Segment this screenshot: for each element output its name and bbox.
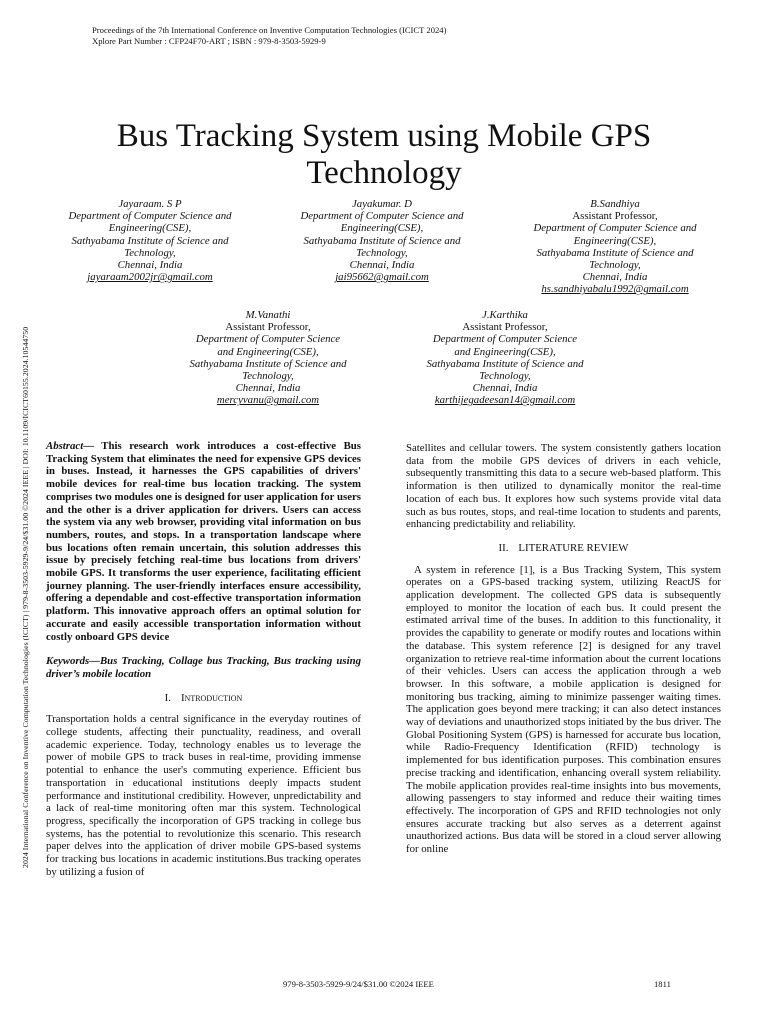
abstract-text: This research work introduces a cost-effective Bus Tracking System that eliminates the need for expensive GPS devices in buses. Instead, it harnesses the GPS capabilities of drivers' mobile devices for real-time bus location tracking. The system comprises two modules one is designed for user application for users and the other is a driver application for drivers. Users can access the system via any web browser, providing vital information on bus numbers, routes, and stops. In a transportation landscape where bus locations often remain uncertain, this solution addresses this issue by precisely fetching real-time bus locations from drivers' mobile GPS. It transforms the user experience, facilitating efficient journey planning. The user-friendly interfaces ensure accessibility, offering a dependable and cost-effective transportation information platform. This innovative approach offers an optimal solution for accurate and easily accessible transportation information without costly onboard GPS device: [46, 440, 361, 643]
keywords: Keywords—Bus Tracking, Collage bus Tracking, Bus tracking using driver’s mobile location: [46, 655, 361, 680]
author-affiliation-line: and Engineering(CSE),: [217, 345, 319, 358]
author-affiliation-line: Chennai, India: [472, 382, 538, 395]
paper-title: Bus Tracking System using Mobile GPS Technology: [116, 118, 652, 191]
author-block: [170, 309, 366, 407]
author-affiliation-line: Sathyabama Institute of Science and: [71, 234, 229, 247]
author-name: B.Sandhiya: [590, 198, 640, 210]
author-email-link[interactable]: mercyvanu@gmail.com: [216, 394, 320, 407]
abstract: [46, 440, 361, 643]
section-title: Introduction: [180, 691, 243, 704]
section-heading-literature-review: [406, 542, 721, 555]
conference-header: [92, 25, 446, 47]
introduction-paragraph: Transportation holds a central significance in the everyday routines of college students, affecting their punctuality, readiness, and overall academic experience. Today, technology enables us to leverage the power of mobile GPS to track buses in real-time, providing immense potential to enhance the user's commuting experience. Efficient bus transportation in educational institutions deeply impacts student performance and institutional credibility. However, unpredictability and a lack of real-time monitoring often mar this system. Technological progress, specifically the incorporation of GPS tracking in college bus systems, has the potential to revolutionize this scenario. This research paper delves into the application of driver mobile GPS-based systems for tracking bus locations in academic institutions.Bus tracking operates by utilizing a fusion of: [46, 713, 361, 878]
author-affiliation-line: Department of Computer Science and: [300, 210, 464, 223]
author-affiliation-line: Technology,: [124, 246, 176, 259]
conference-header-line1: Proceedings of the 7th International Conference on Inventive Computation Technologies (ICICT 2024): [92, 25, 447, 35]
author-affiliation-line: Technology,: [356, 246, 408, 259]
conference-header-line2: Xplore Part Number : CFP24F70-ART ; ISBN : 979-8-3503-5929-9: [92, 36, 326, 46]
author-affiliation-line: Sathyabama Institute of Science and: [189, 357, 347, 370]
author-email-link[interactable]: hs.sandhiyabalu1992@gmail.com: [541, 283, 689, 296]
left-column: [46, 440, 361, 879]
author-position: Assistant Professor,: [572, 210, 658, 223]
author-name: M.Vanathi: [245, 309, 291, 321]
author-affiliation-line: Technology,: [589, 259, 641, 272]
author-affiliation-line: Engineering(CSE),: [340, 222, 424, 235]
author-block: [284, 198, 480, 283]
section-number: II.: [498, 541, 509, 554]
author-email-link[interactable]: jayaraam2002jr@gmail.com: [87, 271, 213, 284]
side-doi-text: 2024 International Conference on Inventive Computation Technologies (ICICT) | 979-8-3503-5929-9/24/$31.00 ©2024 IEEE | DOI: 10.1109/ICICT60155.2024.10544750: [21, 326, 30, 868]
author-affiliation-line: Department of Computer Science and: [68, 210, 232, 223]
right-column: [406, 442, 721, 856]
intro-continuation-paragraph: Satellites and cellular towers. The system consistently gathers location data from the mobile GPS devices of drivers in each vehicle, subsequently transmitting this data to a secure web-based platform. This information is then utilized to dynamically monitor the real-time location of each bus. It explores how such systems provide vital data such as bus routes, stops, and real-time location to students and parents, enhancing predictability and reliability.: [406, 442, 721, 531]
author-affiliation-line: Chennai, India: [582, 271, 648, 284]
author-email-link[interactable]: karthijegadeesan14@gmail.com: [434, 394, 576, 407]
abstract-label: Abstract—: [46, 440, 94, 452]
author-affiliation-line: and Engineering(CSE),: [454, 345, 556, 358]
author-email-link[interactable]: jai95662@gmail.com: [335, 271, 429, 284]
author-position: Assistant Professor,: [225, 321, 311, 334]
author-affiliation-line: Chennai, India: [235, 382, 301, 395]
author-position: Assistant Professor,: [462, 321, 548, 334]
author-affiliation-line: Sathyabama Institute of Science and: [536, 246, 694, 259]
section-heading-introduction: [46, 692, 361, 705]
author-affiliation-line: Department of Computer Science: [432, 333, 578, 346]
literature-review-paragraph: A system in reference [1], is a Bus Tracking System, This system operates on a GPS-based tracking system, utilizing ReactJS for application development. The collected GPS data is subsequently employed to monitor the location of each bus. It could present the estimated arrival time of the buses. In addition to this functionality, it provides the capability to generate or modify routes and locations within the database. This system reference [2] is designed for any travel organization to retrieve real-time information about the current locations of their vehicles. Users can access the application through a web browser. In this software, a mobile application is designed for monitoring bus tracking, aiming to minimize passenger waiting times. The application goes beyond mere tracking; it can also detect instances way of deviations and unauthorized stops initiated by the bus driver. The Global Positioning System (GPS) is harnessed for accurate bus location, while Radio-Frequency Identification (RFID) technology is implemented for bus identification purposes. This combination ensures precise tracking and identification, enhancing overall system reliability. The mobile application provides real-time insights into bus movements, allowing passengers to stay informed and reduce their waiting times effectively. The incorporation of GPS and RFID technologies not only ensures accurate tracking but also serves as a deterrent against unauthorized actions. Bus data will be stored in a cloud server allowing for online: [406, 563, 721, 856]
footer-copyright: 979-8-3503-5929-9/24/$31.00 ©2024 IEEE: [283, 979, 434, 989]
author-affiliation-line: Department of Computer Science and: [533, 222, 697, 235]
author-block: [52, 198, 248, 283]
author-affiliation-line: Chennai, India: [117, 259, 183, 272]
author-block: [407, 309, 603, 407]
author-affiliation-line: Sathyabama Institute of Science and: [426, 357, 584, 370]
author-affiliation-line: Technology,: [242, 370, 294, 383]
page-number: 1811: [654, 979, 671, 989]
author-affiliation-line: Chennai, India: [349, 259, 415, 272]
author-block: [517, 198, 713, 296]
author-affiliation-line: Engineering(CSE),: [108, 222, 192, 235]
author-affiliation-line: Technology,: [479, 370, 531, 383]
author-name: Jayaraam. S P: [118, 198, 182, 210]
author-affiliation-line: Engineering(CSE),: [573, 234, 657, 247]
author-affiliation-line: Sathyabama Institute of Science and: [303, 234, 461, 247]
author-name: Jayakumar. D: [352, 198, 412, 210]
author-affiliation-line: Department of Computer Science: [195, 333, 341, 346]
section-number: I.: [164, 691, 171, 704]
section-title: LITERATURE REVIEW: [518, 541, 629, 554]
author-name: J.Karthika: [482, 309, 528, 321]
